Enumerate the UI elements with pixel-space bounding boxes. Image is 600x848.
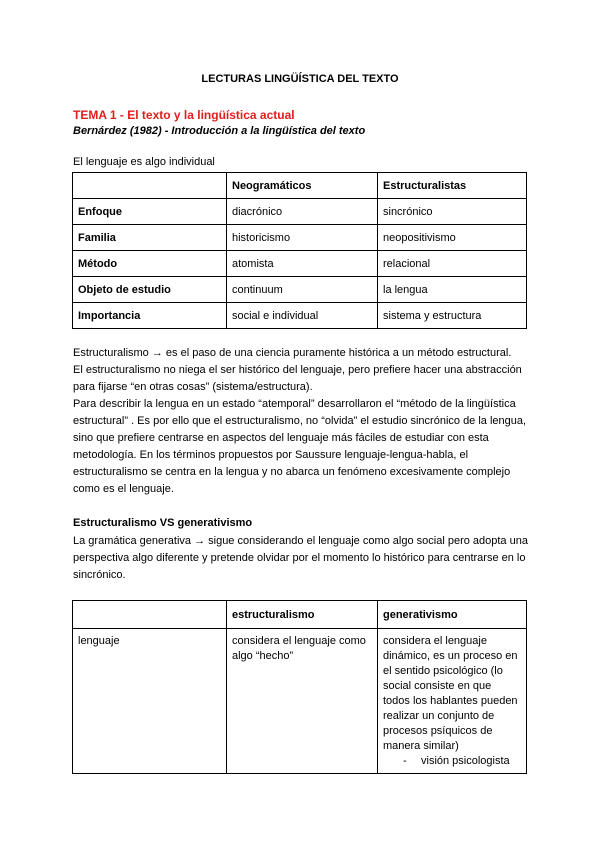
table-cell: sincrónico [378,199,527,225]
document-title: LECTURAS LINGÜÍSTICA DEL TEXTO [201,73,399,85]
table-row [73,277,527,303]
paragraph: El estructuralismo no niega el ser histórico del lenguaje, pero prefiere hacer una abstracción para fijarse “en otras cosas” (sistema/estructura). [73,364,522,393]
body-text-generativismo [73,533,533,584]
cell-text: lenguaje [78,635,120,647]
table-header-cell: Estructuralistas [378,173,527,199]
table-cell: atomista [227,251,378,277]
cell-text: considera el lenguaje dinámico, es un proceso en el sentido psicológico (lo social consiste en que todos los hablantes pueden realizar un conjunto de procesos psíquicos de manera similar) [383,635,518,752]
intro-line: El lenguaje es algo individual [73,156,215,168]
table-cell: neopositivismo [378,225,527,251]
body-text-estructuralismo [73,345,533,498]
row-label: Enfoque [73,199,227,225]
row-label: Importancia [73,303,227,329]
table-header-cell [73,601,227,629]
table-row [73,303,527,329]
paragraph: Para describir la lengua en un estado “atemporal” desarrollaron el “método de la lingüística estructural” . Es por ello que el estructuralismo, no “olvida” el estudio sincrónico de la lengua, sino que prefiere centrarse en aspectos del lenguaje más fáciles de estudiar con esta metodología. En los términos propuestos por Saussure lenguaje-lengua-habla, el estructuralismo se centra en la lengua y no abarca un fenómeno excesivamente complejo como es el lenguaje. [73,398,527,495]
paragraph: La gramática generativa → sigue considerando el lenguaje como algo social pero adopta una perspectiva algo diferente y pretende olvidar por el momento lo histórico para centrarse en lo sincrónico. [73,535,528,581]
table-row [73,251,527,277]
table-cell: la lengua [378,277,527,303]
comparison-table-neogramaticos [72,172,527,329]
table-cell: sistema y estructura [378,303,527,329]
table-row [73,629,527,774]
table-header-cell: estructuralismo [227,601,378,629]
table-header-cell: Neogramáticos [227,173,378,199]
table-cell: continuum [227,277,378,303]
table-header-row [73,173,527,199]
bullet-item [383,754,521,773]
table-cell [378,629,527,774]
table-cell: historicismo [227,225,378,251]
paragraph: Estructuralismo → es el paso de una ciencia puramente histórica a un método estructural. [73,347,512,359]
tema-heading: TEMA 1 - El texto y la lingüística actual [73,108,295,122]
table-row [73,199,527,225]
table-header-cell: generativismo [378,601,527,629]
row-label: Método [73,251,227,277]
table-cell: social e individual [227,303,378,329]
table-header-cell [73,173,227,199]
table-cell: relacional [378,251,527,277]
cell-text: considera el lenguaje como algo “hecho” [232,635,366,662]
book-reference: Bernárdez (1982) - Introducción a la lingüística del texto [73,125,366,137]
table-header-row [73,601,527,629]
bullet-text: visión psicologista [421,755,510,767]
row-label: Objeto de estudio [73,277,227,303]
table-cell [227,629,378,774]
comparison-table-generativismo [72,600,527,774]
row-label: Familia [73,225,227,251]
table-row [73,225,527,251]
bullet-dash: - [403,755,407,767]
section-heading: Estructuralismo VS generativismo [73,517,253,529]
table-cell: diacrónico [227,199,378,225]
row-label [73,629,227,774]
